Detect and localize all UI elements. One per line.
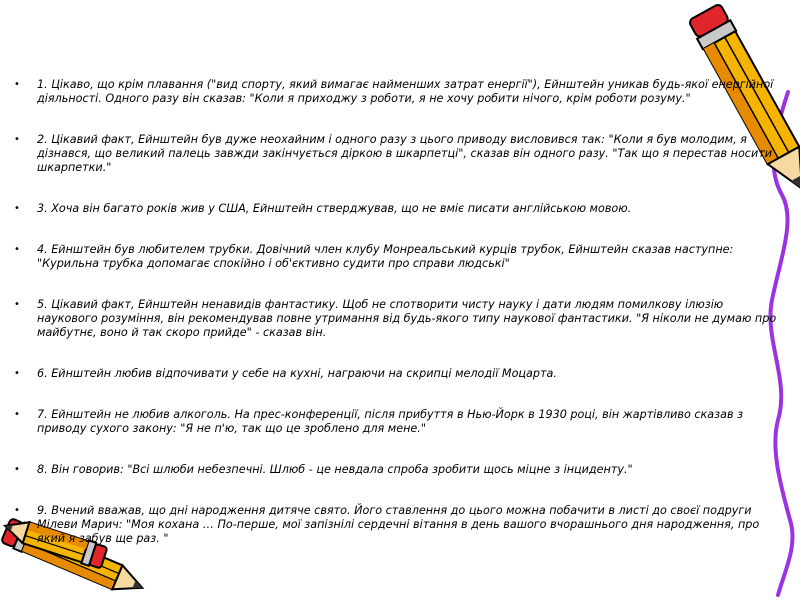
- fact-item-6: [14, 367, 786, 381]
- bullet-icon: •: [14, 505, 20, 516]
- fact-text-3: 3. Хоча він багато років жив у США, Ейнштейн стверджував, що не вміє писати англійською мовою.: [37, 202, 632, 215]
- bullet-icon: •: [14, 79, 20, 90]
- fact-item-2: [14, 133, 786, 175]
- bullet-icon: •: [14, 203, 20, 214]
- fact-item-8: [14, 463, 786, 477]
- fact-text-5: 5. Цікавий факт, Ейнштейн ненавидів фантастику. Щоб не спотворити чисту науку і дати людям помилкову ілюзію наукового розуміння, він рекомендував повне утримання від будь-якого типу наукової фантастики. "Я ніколи не думаю про майбутнє, воно й так скоро прийде" - сказав він.: [37, 298, 777, 339]
- fact-text-9: 9. Вчений вважав, що дні народження дитяче свято. Його ставлення до цього можна побачити в листі до своєї подруги Мілеви Марич: "Моя кохана … По-перше, мої запізнілі сердечні вітання в день вашого вчорашнього дня народження, про який я забув ще раз. ": [37, 504, 760, 545]
- fact-item-3: [14, 202, 786, 216]
- bullet-icon: •: [14, 464, 20, 475]
- bullet-icon: •: [14, 244, 20, 255]
- bullet-icon: •: [14, 134, 20, 145]
- fact-item-5: [14, 298, 786, 340]
- fact-text-2: 2. Цікавий факт, Ейнштейн був дуже неохайним і одного разу з цього приводу висловився так: "Коли я був молодим, я дізнався, що великий палець завжди закінчується діркою в шкарпетці", сказав він одного разу. "Так що я перестав носити шкарпетки.": [37, 133, 773, 174]
- fact-item-4: [14, 243, 786, 271]
- fact-text-1: 1. Цікаво, що крім плавання ("вид спорту, який вимагає найменших затрат енергії"), Ейнштейн уникав будь-якої енергійної діяльності. Одного разу він сказав: "Коли я приходжу з роботи, я не хочу робити нічого, крім роботи розуму.": [37, 78, 774, 105]
- fact-text-7: 7. Ейнштейн не любив алкоголь. На прес-конференції, після прибуття в Нью-Йорк в 1930 році, він жартівливо сказав з приводу сухого закону: "Я не п'ю, так що це зроблено для мене.": [37, 408, 744, 435]
- bullet-icon: •: [14, 409, 20, 420]
- fact-item-9: [14, 504, 786, 546]
- fact-item-7: [14, 408, 786, 436]
- bullet-icon: •: [14, 368, 20, 379]
- fact-item-1: [14, 78, 786, 106]
- facts-list: [14, 78, 786, 546]
- fact-text-6: 6. Ейнштейн любив відпочивати у себе на кухні, награючи на скрипці мелодії Моцарта.: [37, 367, 557, 380]
- fact-text-8: 8. Він говорив: "Всі шлюби небезпечні. Шлюб - це невдала спроба зробити щось міцне з інциденту.": [37, 463, 633, 476]
- bullet-icon: •: [14, 299, 20, 310]
- fact-text-4: 4. Ейнштейн був любителем трубки. Довічний член клубу Монреальський курців трубок, Ейнштейн сказав наступне: "Курильна трубка допомагає спокійно і об'єктивно судити про справи людські": [37, 243, 734, 270]
